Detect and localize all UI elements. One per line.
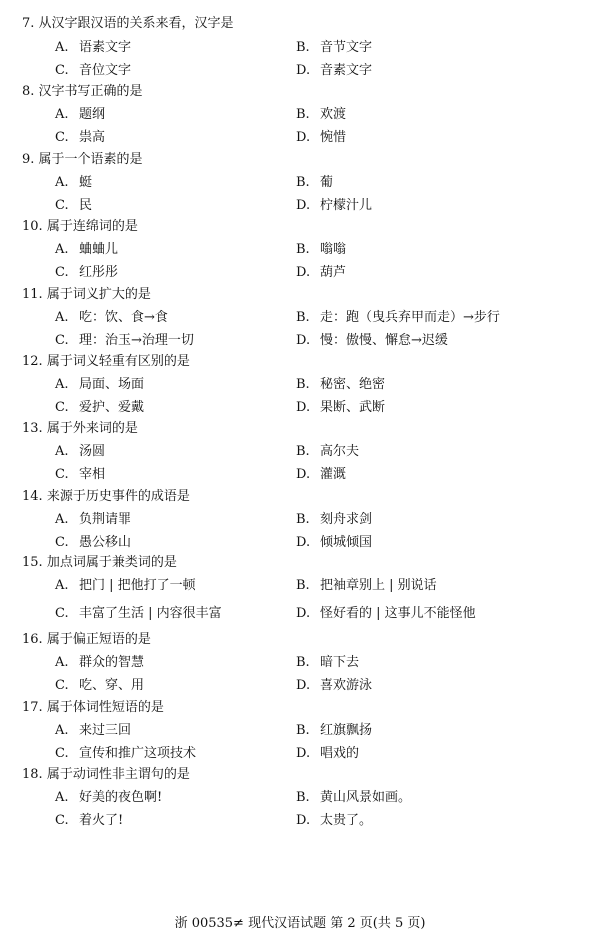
option-13-b[interactable]: B. 高尔夫	[296, 444, 360, 459]
option-17-c[interactable]: C. 宣传和推广这项技术	[55, 746, 197, 761]
question-stem: 属于词义扩大的是	[46, 287, 151, 302]
option-8-b[interactable]: B. 欢渡	[296, 107, 347, 122]
option-10-d[interactable]: D. 葫芦	[296, 265, 347, 280]
option-8-a[interactable]: A. 题纲	[55, 107, 106, 122]
page-footer: 浙 00535≠ 现代汉语试题 第 2 页(共 5 页)	[174, 916, 426, 931]
question-number: 7.	[22, 16, 35, 31]
question-stem: 属于连绵词的是	[46, 219, 138, 234]
question-14	[22, 485, 190, 504]
question-stem: 加点词属于兼类词的是	[46, 555, 177, 570]
question-11	[22, 283, 151, 302]
option-14-b[interactable]: B. 刻舟求剑	[296, 512, 373, 527]
question-number: 14.	[22, 489, 43, 504]
option-12-b[interactable]: B. 秘密、绝密	[296, 377, 386, 392]
option-17-b[interactable]: B. 红旗飘扬	[296, 723, 373, 738]
question-number: 11.	[22, 287, 43, 302]
question-number: 17.	[22, 700, 43, 715]
question-18	[22, 763, 190, 782]
question-13	[22, 417, 138, 436]
question-stem: 属于词义轻重有区别的是	[46, 354, 190, 369]
option-18-a[interactable]: A. 好美的夜色啊!	[55, 790, 163, 805]
question-17	[22, 696, 164, 715]
option-15-b[interactable]: B. 把袖章别上 | 别说话	[296, 578, 437, 593]
option-17-d[interactable]: D. 唱戏的	[296, 746, 360, 761]
option-7-d[interactable]: D. 音素文字	[296, 63, 373, 78]
option-15-c[interactable]: C. 丰富了生活 | 内容很丰富	[55, 606, 222, 621]
option-15-a[interactable]: A. 把门 | 把他打了一顿	[55, 578, 196, 593]
question-stem: 汉字书写正确的是	[38, 84, 143, 99]
option-14-a[interactable]: A. 负荆请罪	[55, 512, 132, 527]
option-13-a[interactable]: A. 汤圆	[55, 444, 106, 459]
question-number: 18.	[22, 767, 43, 782]
question-number: 9.	[22, 152, 35, 167]
option-7-b[interactable]: B. 音节文字	[296, 40, 373, 55]
option-11-b[interactable]: B. 走：跑（曳兵弃甲而走）→步行	[296, 310, 500, 325]
option-12-c[interactable]: C. 爱护、爱戴	[55, 400, 145, 415]
option-8-d[interactable]: D. 惋惜	[296, 130, 347, 145]
question-stem: 从汉字跟汉语的关系来看，汉字是	[38, 16, 234, 31]
question-number: 16.	[22, 632, 43, 647]
option-14-d[interactable]: D. 倾城倾国	[296, 535, 373, 550]
option-12-a[interactable]: A. 局面、场面	[55, 377, 145, 392]
question-number: 15.	[22, 555, 43, 570]
option-18-d[interactable]: D. 太贵了。	[296, 813, 373, 828]
option-16-c[interactable]: C. 吃、穿、用	[55, 678, 145, 693]
option-12-d[interactable]: D. 果断、武断	[296, 400, 386, 415]
option-18-c[interactable]: C. 着火了!	[55, 813, 124, 828]
question-number: 10.	[22, 219, 43, 234]
question-stem: 属于动词性非主谓句的是	[46, 767, 190, 782]
question-8	[22, 80, 143, 99]
question-stem: 属于外来词的是	[46, 421, 138, 436]
option-9-c[interactable]: C. 民	[55, 198, 93, 213]
question-12	[22, 350, 190, 369]
option-16-a[interactable]: A. 群众的智慧	[55, 655, 145, 670]
option-18-b[interactable]: B. 黄山风景如画。	[296, 790, 412, 805]
option-11-a[interactable]: A. 吃：饮、食→食	[55, 310, 168, 325]
option-13-d[interactable]: D. 灌溉	[296, 467, 347, 482]
option-8-c[interactable]: C. 祟高	[55, 130, 106, 145]
option-13-c[interactable]: C. 宰相	[55, 467, 106, 482]
option-9-a[interactable]: A. 蜓	[55, 175, 93, 190]
option-10-a[interactable]: A. 蛐蛐儿	[55, 242, 119, 257]
option-7-a[interactable]: A. 语素文字	[55, 40, 132, 55]
option-14-c[interactable]: C. 愚公移山	[55, 535, 132, 550]
question-stem: 属于一个语素的是	[38, 152, 143, 167]
option-10-b[interactable]: B. 嗡嗡	[296, 242, 347, 257]
option-9-d[interactable]: D. 柠檬汁儿	[296, 198, 373, 213]
question-9	[22, 148, 143, 167]
option-9-b[interactable]: B. 葡	[296, 175, 334, 190]
question-stem: 来源于历史事件的成语是	[46, 489, 190, 504]
option-10-c[interactable]: C. 红彤彤	[55, 265, 119, 280]
option-7-c[interactable]: C. 音位文字	[55, 63, 132, 78]
question-7	[22, 12, 234, 31]
option-16-d[interactable]: D. 喜欢游泳	[296, 678, 373, 693]
question-16	[22, 628, 151, 647]
option-15-d[interactable]: D. 怪好看的 | 这事儿不能怪他	[296, 606, 476, 621]
question-10	[22, 215, 138, 234]
question-15	[22, 551, 177, 570]
question-number: 13.	[22, 421, 43, 436]
option-11-c[interactable]: C. 理：治玉→治理一切	[55, 333, 194, 348]
question-stem: 属于偏正短语的是	[46, 632, 151, 647]
option-17-a[interactable]: A. 来过三回	[55, 723, 132, 738]
question-number: 12.	[22, 354, 43, 369]
option-16-b[interactable]: B. 暗下去	[296, 655, 360, 670]
question-stem: 属于体词性短语的是	[46, 700, 164, 715]
question-number: 8.	[22, 84, 35, 99]
option-11-d[interactable]: D. 慢：傲慢、懈怠→迟缓	[296, 333, 448, 348]
